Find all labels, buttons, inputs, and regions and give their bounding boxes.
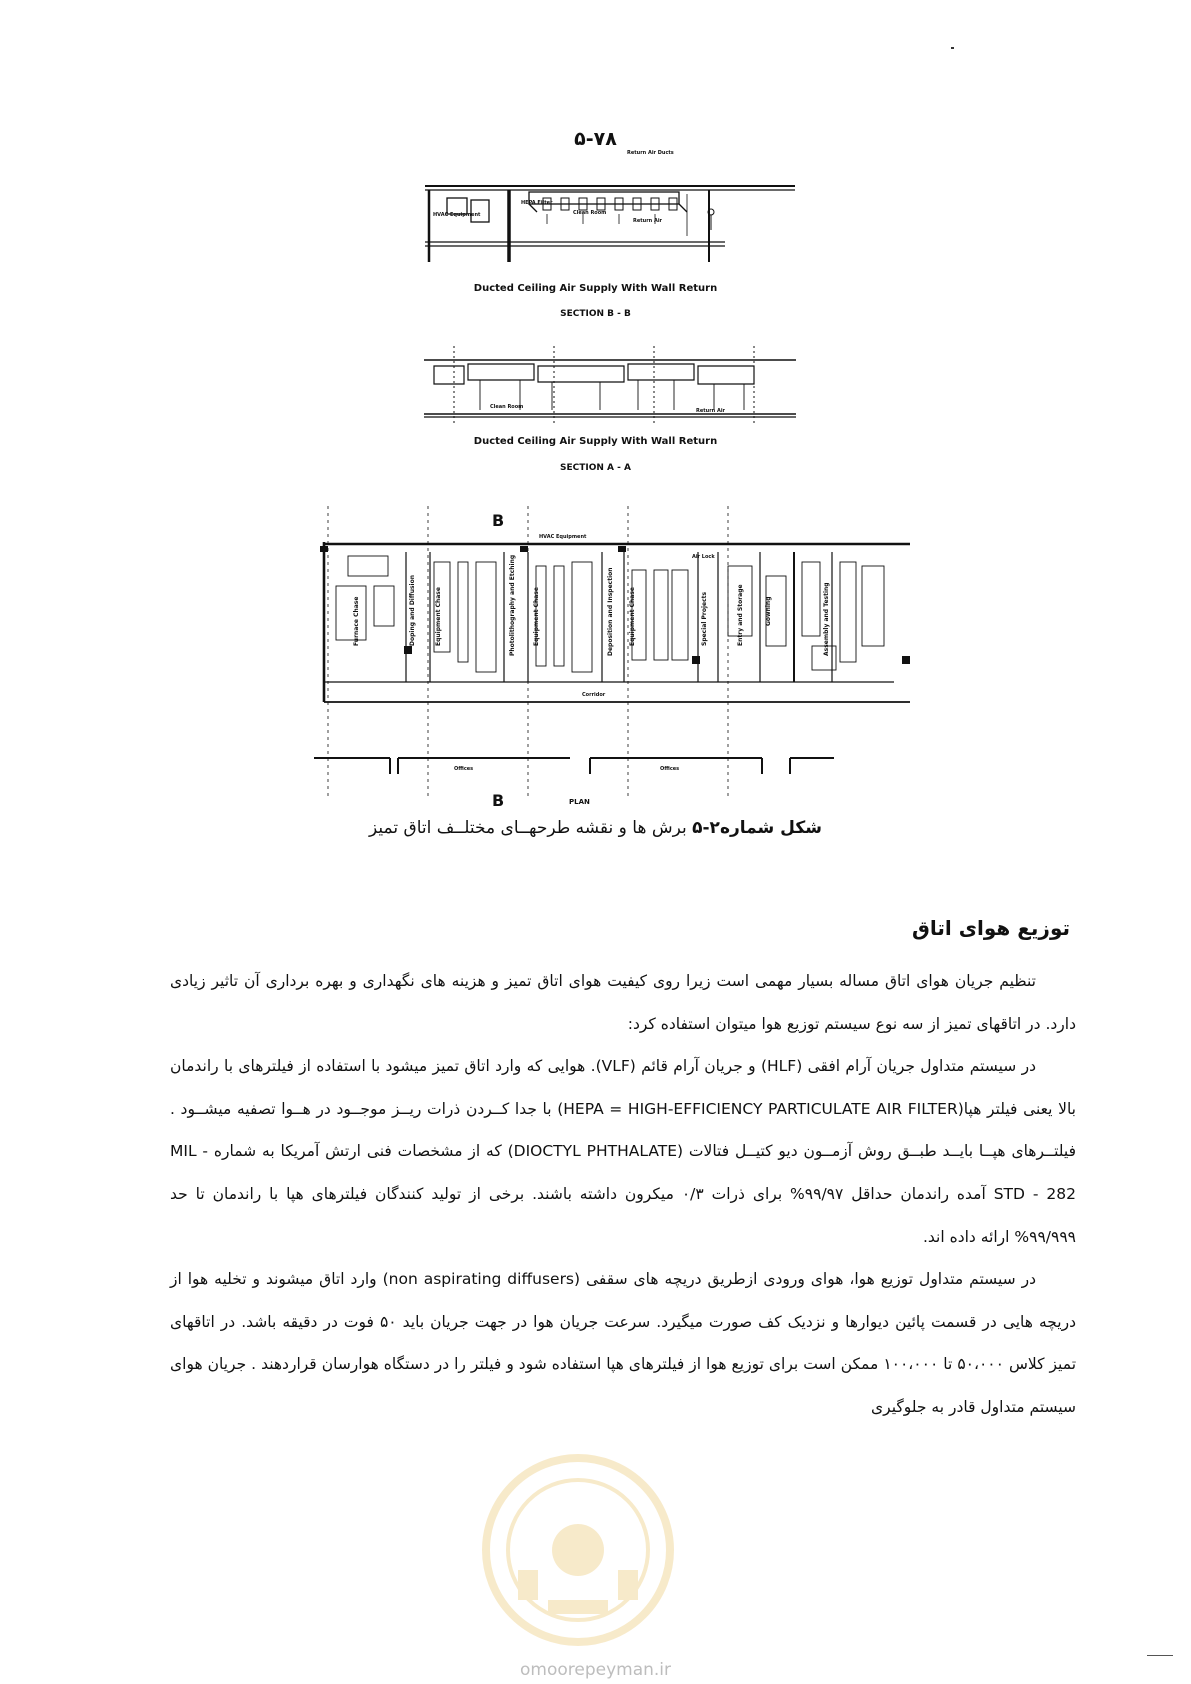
stray-mark xyxy=(1147,1655,1173,1656)
label-plan-hvac: HVAC Equipment xyxy=(539,534,587,540)
stray-mark xyxy=(951,47,954,49)
paragraph: در سیستم متداول توزیع هوا، هوای ورودی ازطریق دریچه های سقفی (non aspirating diffusers) وارد اتاق میشوند و تخلیه هوا از دریچه هایی در قسمت پائین دیوارها و نزدیک کف صورت میگیرد. سرعت جریان هوا در جهت جریان باید ۵۰ فوت در دقیقه باشد. در اتاقهای تمیز کلاس ۵۰،۰۰۰ تا ۱۰۰،۰۰۰ ممکن است برای توزیع هوا از فیلترهای هپا استفاده شود و فیلتر را در دستگاه هوارسان قراردهند . جریان هوای سیستم متداول قادر به جلوگیری xyxy=(170,1270,1077,1416)
watermark: omoorepeyman.ir xyxy=(519,1660,672,1680)
room-label: Entry and Storage xyxy=(737,584,744,646)
room-label: Photolithography and Etching xyxy=(509,554,516,656)
room-label: Gowning xyxy=(765,596,772,626)
label-offices-left: Offices xyxy=(454,766,474,772)
label-return-air-a: Return Air xyxy=(696,408,726,414)
section-heading: توزیع هوای اتاق xyxy=(911,916,1070,940)
section-a-subcaption: SECTION A - A xyxy=(560,463,631,473)
section-a-caption: Ducted Ceiling Air Supply With Wall Return xyxy=(473,436,718,447)
label-clean-room-a: Clean Room xyxy=(490,404,524,410)
room-label: Deposition and Inspection xyxy=(607,567,614,656)
page-number: ۵-۷۸ xyxy=(574,128,617,150)
section-b-drawing xyxy=(425,150,795,262)
room-label: Equipment Chase xyxy=(533,587,540,646)
section-marker-bottom: B xyxy=(492,791,505,810)
section-a-drawing xyxy=(424,344,796,430)
label-clean-room: Clean Room xyxy=(573,210,607,216)
label-hvac-equipment: HVAC Equipment xyxy=(433,212,481,218)
label-return-air-ducts: Return Air Ducts xyxy=(627,150,674,156)
room-label: Furnace Chase xyxy=(353,596,360,646)
figure-caption-text: برش ها و نقشه طرحهــای مختلــف اتاق تمیز xyxy=(369,818,693,838)
figure-caption xyxy=(0,818,1191,838)
label-return-air: Return Air xyxy=(633,218,663,224)
room-label: Assembly and Testing xyxy=(823,582,830,656)
paragraph: تنظیم جریان هوای اتاق مساله بسیار مهمی است زیرا روی کیفیت هوای اتاق تمیز و هزینه های نگهداری و بهره برداری آن تاثیر زیادی دارد. در اتاقهای تمیز از سه نوع سیستم توزیع هوا میتوان استفاده کرد: xyxy=(170,972,1076,1033)
body-text xyxy=(170,960,1076,1429)
section-marker-top: B xyxy=(492,511,505,530)
section-b-caption: Ducted Ceiling Air Supply With Wall Return xyxy=(473,283,718,294)
label-hepa-filter: HEPA Filter xyxy=(521,200,553,206)
label-plan: PLAN xyxy=(569,798,590,806)
room-label: Equipment Chase xyxy=(629,587,636,646)
label-offices-right: Offices xyxy=(660,766,680,772)
plan-drawing xyxy=(314,506,910,812)
figure-caption-number: شکل شماره۲-۵ xyxy=(692,818,822,838)
room-label: Doping and Diffusion xyxy=(409,574,416,646)
seal-logo xyxy=(478,1450,678,1650)
section-b-subcaption: SECTION B - B xyxy=(560,309,631,319)
label-corridor: Corridor xyxy=(582,692,606,698)
room-label: Special Projects xyxy=(701,591,708,646)
paragraph: در سیستم متداول جریان آرام افقی (HLF) و جریان آرام قائم (VLF). هوایی که وارد اتاق تمیز میشود با استفاده از فیلترهای با راندمان بالا یعنی فیلتر هپا(HEPA = HIGH-EFFICIENCY PARTICULATE AIR FILTER) با جدا کــردن ذرات ریــز موجــود در هــوا تصفیه میشــود . فیلتــرهای هپــا بایــد طبــق روش آزمــون دیو کتیــل فتالات (DIOCTYL PHTHALATE) که از مشخصات فنی ارتش آمریکا به شماره MIL - STD - 282 آمده راندمان حداقل ۹۹/۹۷% برای ذرات ۰/۳ میکرون داشته باشند. برخی از تولید کنندگان فیلترهای هپا با راندمان تا حد ۹۹/۹۹۹% ارائه داده اند. xyxy=(170,1057,1076,1246)
room-label: Equipment Chase xyxy=(435,587,442,646)
label-air-lock: Air Lock xyxy=(692,554,715,560)
